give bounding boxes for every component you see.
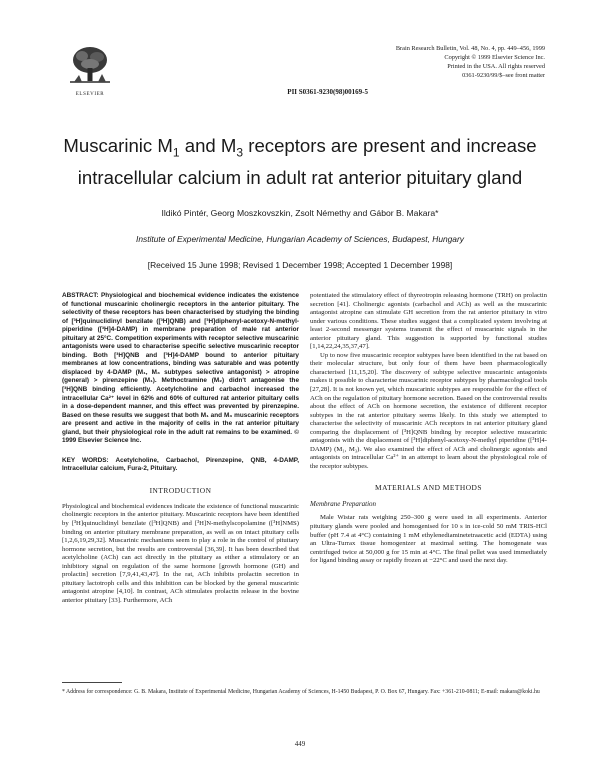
- body-paragraph: Up to now five muscarinic receptor subtypes have been identified in the rat based on their molecular structure, but only four of them have been pharmacologically characterised [11,15,20]. The discovery of subtype selective muscarinic antagonists makes it possible to characterise muscarinic receptor subtypes by pharmacological tools [27,28]. It is not known yet, which muscarinic subtypes are responsible for the effect of ACh on the regulation of pituitary hormone secretion. Based on the controversial results about the effect of ACh on hormone secretion, the existence of different receptor subtypes in the rat anterior pituitary seems likely. In this study we attempted to characterise the selectivity of muscarinic ACh receptors in rat anterior pituitary gland comparing the displacement of [³H]QNB binding by receptor selective muscarinic antagonists with the displacement of [³H]diphenyl-acetoxy-N-methyl piperidine ([³H]4-DAMP) (M₁, M₃). We also examined the effect of ACh and cholinergic agonists and antagonists on intracellular Ca²⁺ in an attempt to learn about the physiological role of the receptor subtypes.: [310, 351, 547, 470]
- copyright-line: Copyright © 1999 Elsevier Science Inc.: [444, 54, 545, 61]
- elsevier-tree-icon: [66, 44, 114, 86]
- body-paragraph: potentiated the stimulatory effect of thyreotropin releasing hormone (TRH) on prolactin secretion [41]. Cholinergic agonists (carbachol and ACh) as well as the muscarinic antagonist atropine can stimulate GH secretion from the rat anterior pituitary in vitro under various conditions. These studies suggest that a complicated system involving at least 2-second messenger systems transmit the effect of muscarinic signals in the anterior pituitary gland. This suggestion is supported by functional studies [1,14,22,24,35,37,47].: [310, 292, 547, 351]
- abstract-text: Physiological and biochemical evidence indicates the existence of functional muscarinic cholinergic receptors in the anterior pituitary. The selectivity of these receptors has been characterised by studying the binding of [³H]quinuclidinyl benzilate ([³H]QNB) and [³H]diphenyl-acetoxy-N-methyl-piperidine ([³H]4-DAMP) in membrane preparation of male rat anterior pituitary at 25°C. Competition experiments with receptor selective muscarinic antagonists were used to characterise specific selective muscarinic receptor binding. Both [³H]QNB and [³H]4-DAMP bound to anterior pituitary membranes at low concentrations, binding was saturable and was potently displaced by 4-DAMP (M₁, M₃ subtypes selective antagonist) > atropine (general) > pirenzepine (M₁). Methoctramine (M₂) didn't antagonise the [³H]QNB binding efficiently. Acetylcholine and carbachol increased the intracellular Ca²⁺ level in 62% and 60% of cultured rat anterior pituitary cells in a dose-dependent manner, and this effect was prevented by pirenzepine. Based on these results we suggest that both M₁ and M₃ muscarinic receptors are present and active in the majority of cells in the rat anterior pituitary gland, but their physiological role in the adult rat remains to be examined. © 1999 Elsevier Science Inc.: [62, 292, 299, 445]
- right-column: [310, 292, 547, 566]
- introduction-paragraph: Physiological and biochemical evidences indicate the existence of functional muscarinic cholinergic receptors in the anterior pituitary. Muscarinic receptors have been identified by [³H]quinuclidinyl benzilate ([³H]QNB) and [³H]N-methylscopolamine ([³H]NMS) binding on anterior pituitary membrane preparation, as well as on intact pituitary cells [1,2,6,19,29,32]. Muscarinic mechanisms seem to play a role in the control of pituitary hormone secretion, but the results are controversial [36,39]. It has been described that acetylcholine (ACh) can act directly in the pituitary as either a stimulatory or an inhibitory signal on regulation of the same hormone [growth hormone (GH) and prolactin] secretion [7,9,41,43,47]. In the rat, ACh inhibits prolactin secretion in pituitary lactotroph cells and this inhibition can be blocked by the general muscarinic antagonist atropine [4,10]. In contrast, ACh stimulates prolactin release in the bovine anterior pituitary [33]. Furthermore, ACh: [62, 502, 299, 604]
- body-paragraph: Male Wistar rats weighing 250–300 g were used in all experiments. Anterior pituitary glands were pooled and homogenised for 10 s in ice-cold 50 mM TRIS-HCl buffer (pH 7.4 at 4°C) containing 1 mM ethylenediaminetetraacetic acid (EDTA) using an Ultra-Turrax tissue homogenizer at maximal setting. The homogenate was centrifuged twice at 50,000 g for 15 min at 4°C. The final pellet was used immediately for ligand binding assay or rapidly frozen at −22°C and used the next day.: [310, 514, 547, 565]
- rights-line: Printed in the USA. All rights reserved: [447, 63, 545, 70]
- publisher-logo: [66, 44, 114, 97]
- page-number: 449: [294, 740, 306, 748]
- publisher-logo-text: ELSEVIER: [75, 92, 105, 97]
- methods-heading: MATERIALS AND METHODS: [375, 483, 482, 493]
- title-subscript: 3: [236, 146, 244, 161]
- title-part: and M: [179, 135, 237, 157]
- abstract: [62, 292, 299, 446]
- received-dates: [Received 15 June 1998; Revised 1 December 1998; Accepted 1 December 1998]: [147, 260, 453, 270]
- introduction-heading: INTRODUCTION: [149, 485, 212, 495]
- pii-identifier: PII S0361-9230(98)00169-5: [287, 88, 368, 96]
- correspondence-footnote: * Address for correspondence: G. B. Makara, Institute of Experimental Medicine, Hungarian Academy of Sciences, H-1450 Budapest, P. O. Box 67, Hungary. Fax: +361-210-0811; E-mail: makara@koki.hu: [62, 689, 540, 695]
- title-subscript: 1: [172, 146, 180, 161]
- title-part: Muscarinic M: [63, 135, 173, 157]
- left-column: [62, 292, 299, 606]
- issn-line: 0361-9230/99/$–see front matter: [462, 72, 545, 79]
- keywords: KEY WORDS: Acetylcholine, Carbachol, Pirenzepine, QNB, 4-DAMP, Intracellular calcium, Fura-2, Pituitary.: [62, 456, 299, 473]
- membrane-preparation-subheading: Membrane Preparation: [310, 500, 377, 509]
- journal-citation: [285, 44, 545, 80]
- title-part: receptors are present and increase intracellular calcium in adult rat anterior pituitary gland: [77, 135, 537, 188]
- journal-citation-line: Brain Research Bulletin, Vol. 48, No. 4, pp. 449–456, 1999: [395, 45, 545, 52]
- article-title: [40, 134, 560, 190]
- abstract-label: ABSTRACT:: [62, 292, 99, 299]
- affiliation: Institute of Experimental Medicine, Hungarian Academy of Sciences, Budapest, Hungary: [136, 234, 464, 244]
- author-list: Ildikó Pintér, Georg Moszkovszkin, Zsolt Némethy and Gábor B. Makara*: [161, 208, 439, 218]
- footnote-rule: [62, 682, 122, 683]
